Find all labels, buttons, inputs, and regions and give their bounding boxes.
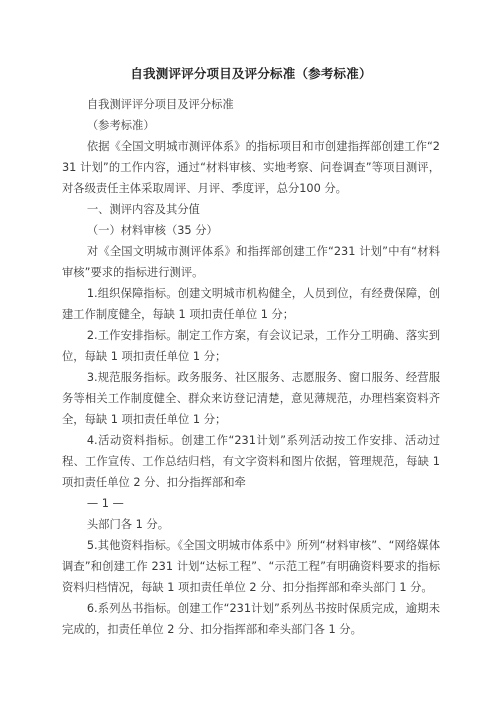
list-item: 1.组织保障指标。创建文明城市机构健全，人员到位，有经费保障，创建工作制度健全，每缺 1 项扣责任单位 1 分；	[62, 287, 440, 321]
subsection-heading: （一）材料审核（35 分）	[86, 224, 218, 237]
list-item: 5.其他资料指标。《全国文明城市体系中》所列“材料审核”、“网络媒体调查”和创建工作 231 计划“达标工程”、“示范工程”有明确资料要求的指标资料归档情况，每缺 1 项扣责任单位 2 分、扣分指挥部和牵头部门 1 分。	[62, 539, 440, 594]
continuation-text: 头部门各 1 分。	[86, 518, 170, 531]
subtitle-line-1: 自我测评评分项目及评分标准	[86, 98, 234, 111]
list-item: 6.系列丛书指标。创建工作“231计划”系列丛书按时保质完成，逾期未完成的，扣责任单位 2 分、扣分指挥部和牵头部门各 1 分。	[62, 602, 440, 636]
section-heading: 一、测评内容及其分值	[86, 203, 200, 216]
page-number: — 1 —	[86, 497, 124, 510]
subtitle-line-2: （参考标准）	[86, 119, 155, 132]
document-title: 自我测评评分项目及评分标准（参考标准）	[130, 66, 372, 81]
list-item: 3.规范服务指标。政务服务、社区服务、志愿服务、窗口服务、经营服务等相关工作制度健全、群众来访登记清楚，意见薄规范，办理档案资料齐全，每缺 1 项扣责任单位 1 分；	[62, 371, 440, 426]
list-item: 2.工作安排指标。制定工作方案，有会议记录，工作分工明确、落实到位，每缺 1 项扣责任单位 1 分；	[62, 329, 440, 363]
subsection-intro: 对《全国文明城市测评体系》和指挥部创建工作“231 计划”中有“材料审核”要求的指标进行测评。	[62, 245, 440, 279]
intro-paragraph: 依据《全国文明城市测评体系》的指标项目和市创建指挥部创建工作“231 计划”的工作内容，通过“材料审核、实地考察、问卷调查”等项目测评，对各级责任主体采取周评、月评、季度评，总分100 分。	[62, 140, 440, 195]
list-item: 4.活动资料指标。创建工作“231计划”系列活动按工作安排、活动过程、工作宣传、工作总结归档，有文字资料和图片依据，管理规范，每缺 1 项扣责任单位 2 分、扣分指挥部和牵	[62, 434, 440, 489]
